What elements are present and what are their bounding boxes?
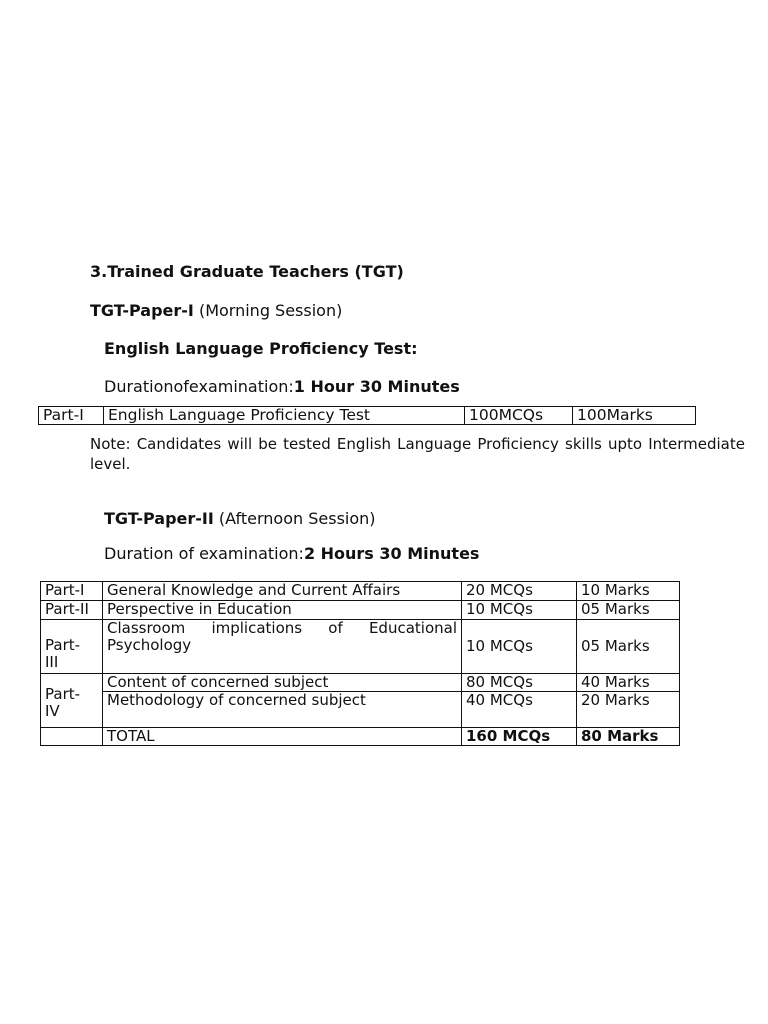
table-cell-part [41, 674, 103, 728]
table-cell-part [41, 620, 103, 674]
paper2-table [40, 581, 680, 746]
table-cell-subject: Content of concerned subject [103, 674, 462, 692]
table-cell-part: Part-II [41, 601, 103, 620]
table-cell-marks: 05 Marks [577, 620, 680, 674]
table-cell-subject: Methodology of concerned subject [103, 692, 462, 728]
table-cell-mcqs: 100MCQs [465, 407, 573, 425]
paper1-duration-label: Durationofexamination: [104, 377, 294, 396]
paper1-title: TGT-Paper-I [90, 301, 194, 320]
table-cell-marks: 40 Marks [577, 674, 680, 692]
paper1-note: Note: Candidates will be tested English Language Proficiency skills upto Intermediate level. [90, 435, 745, 473]
part-line: IV [45, 701, 60, 720]
table-cell-mcqs: 40 MCQs [462, 692, 577, 728]
paper1-heading [90, 301, 342, 320]
table-row [39, 407, 696, 425]
table-cell-part: Part-I [41, 582, 103, 601]
paper2-session: (Afternoon Session) [218, 509, 376, 528]
paper2-duration-label: Duration of examination: [104, 544, 304, 563]
table-cell-subject: English Language Proficiency Test [104, 407, 465, 425]
table-cell-part: Part-I [39, 407, 104, 425]
subject-line: Classroom implications of Educational [107, 619, 457, 637]
paper2-duration-value: 2 Hours 30 Minutes [303, 544, 480, 563]
paper2-heading [104, 509, 376, 528]
table-cell-mcqs: 80 MCQs [462, 674, 577, 692]
subject-line: Psychology [107, 636, 192, 654]
table-cell-total-label: TOTAL [103, 728, 462, 746]
table-cell-marks: 05 Marks [577, 601, 680, 620]
paper2-duration [104, 544, 479, 563]
table-cell-part [41, 728, 103, 746]
table-cell-subject: Perspective in Education [103, 601, 462, 620]
paper1-table [38, 406, 696, 425]
table-cell-marks: 100Marks [573, 407, 696, 425]
table-cell-mcqs: 20 MCQs [462, 582, 577, 601]
table-cell-total-marks: 80 Marks [577, 728, 680, 746]
table-row [41, 582, 680, 601]
table-cell-mcqs: 10 MCQs [462, 620, 577, 674]
table-row [41, 620, 680, 674]
table-row [41, 601, 680, 620]
part-line: III [45, 653, 59, 671]
table-cell-total-mcqs: 160 MCQs [462, 728, 577, 746]
part-line: Part- [45, 684, 81, 703]
paper1-session: (Morning Session) [198, 301, 343, 320]
paper2-title: TGT-Paper-II [104, 509, 214, 528]
table-row [41, 692, 680, 728]
table-cell-subject [103, 620, 462, 674]
paper1-duration-value: 1 Hour 30 Minutes [293, 377, 460, 396]
table-cell-marks: 20 Marks [577, 692, 680, 728]
table-cell-mcqs: 10 MCQs [462, 601, 577, 620]
table-cell-marks: 10 Marks [577, 582, 680, 601]
part-line: Part- [45, 636, 81, 654]
section-title: 3.Trained Graduate Teachers (TGT) [90, 262, 404, 281]
table-row [41, 674, 680, 692]
table-row-total [41, 728, 680, 746]
paper1-test-title: English Language Proficiency Test: [104, 339, 418, 358]
paper1-duration [104, 377, 460, 396]
table-cell-subject: General Knowledge and Current Affairs [103, 582, 462, 601]
